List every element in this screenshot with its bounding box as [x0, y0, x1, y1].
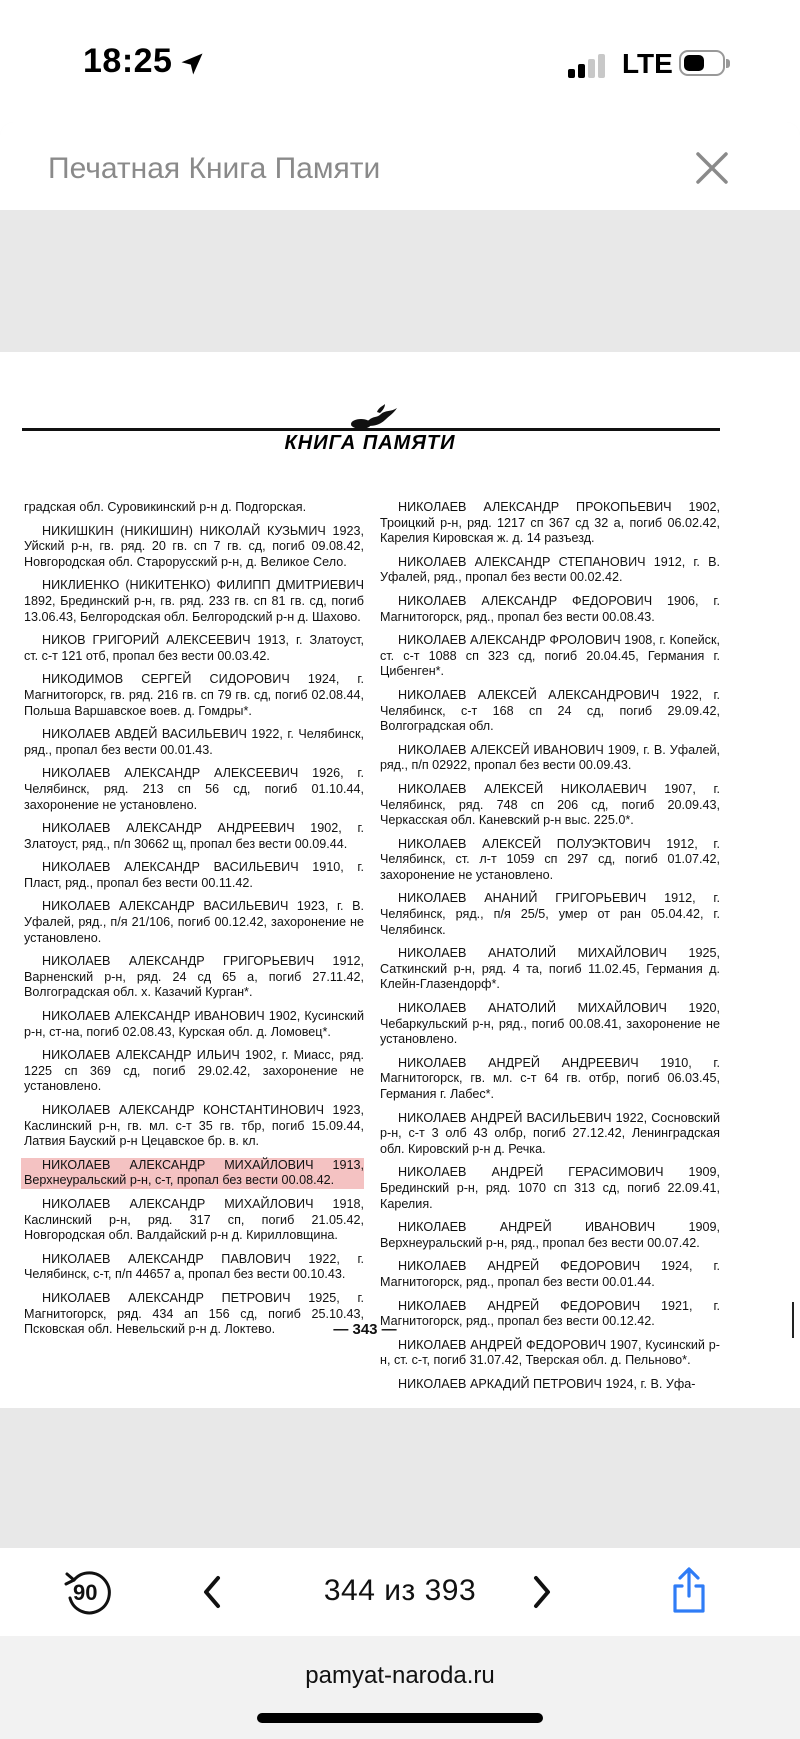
document-viewer-sheet — [0, 122, 800, 1739]
memorial-entry: НИКОЛАЕВ АНАТОЛИЙ МИХАЙЛОВИЧ 1920, Чебаркульский р-н, ряд., погиб 00.08.41, захоронение не установлено. — [380, 1001, 720, 1047]
cellular-signal-icon — [568, 54, 608, 78]
book-title: КНИГА ПАМЯТИ — [284, 432, 456, 454]
eternal-flame-emblem-icon — [347, 404, 401, 430]
memorial-entry: НИКОЛАЕВ АЛЕКСАНДР АЛЕКСЕЕВИЧ 1926, г. Челябинск, ряд. 213 сп 56 сд, погиб 01.10.44, захоронение не установлено. — [24, 766, 364, 812]
page-header-rule — [22, 428, 720, 431]
viewer-background-top — [0, 210, 800, 352]
memorial-entry: НИКОЛАЕВ АЛЕКСАНДР КОНСТАНТИНОВИЧ 1923, Каслинский р-н, гв. мл. с-т 35 гв. тбр, погиб 15.09.44, Латвия Бауский р-н Цецавское бр. в. кл. — [24, 1103, 364, 1149]
close-button[interactable] — [693, 149, 731, 187]
memorial-entry: НИКОЛАЕВ АРКАДИЙ ПЕТРОВИЧ 1924, г. В. Уфа- — [398, 1376, 696, 1391]
memorial-entry: НИКОЛАЕВ АНАТОЛИЙ МИХАЙЛОВИЧ 1925, Саткинский р-н, ряд. 4 та, погиб 11.02.45, Германия д. Клейн-Глазендорф*. — [380, 946, 720, 992]
memorial-entry: НИКОЛАЕВ АЛЕКСАНДР ПЕТРОВИЧ 1925, г. Магнитогорск, ряд. 434 ап 156 сд, погиб 25.10.43, Псковская обл. Невельский р-н д. Локтево. — [24, 1290, 364, 1337]
battery-icon — [679, 50, 725, 76]
memorial-entry: НИКОЛАЕВ АНДРЕЙ ФЕДОРОВИЧ 1921, г. Магнитогорск, ряд., пропал без вести 00.12.42. — [380, 1298, 720, 1329]
memorial-entry: НИКОЛАЕВ АЛЕКСЕЙ НИКОЛАЕВИЧ 1907, г. Челябинск, ряд. 748 сп 206 сд, погиб 20.09.43, Черкасская обл. Каневский р-н выс. 225.0*. — [380, 781, 720, 828]
location-arrow-icon — [178, 50, 206, 78]
memorial-entry: НИКОЛАЕВ АЛЕКСАНДР ГРИГОРЬЕВИЧ 1912, Варненский р-н, ряд. 24 сд 65 а, погиб 27.11.42, Волгоградская обл. х. Казачий Курган*. — [24, 954, 364, 1000]
share-button[interactable] — [669, 1566, 709, 1614]
next-page-button[interactable] — [526, 1572, 556, 1612]
viewer-toolbar — [0, 1548, 800, 1636]
memorial-entry: НИКОЛАЕВ АЛЕКСАНДР ИЛЬИЧ 1902, г. Миасс, ряд. 1225 сп 369 сд, погиб 29.02.42, захоронение не установлено. — [24, 1048, 364, 1094]
memorial-entry: НИКОЛАЕВ АНДРЕЙ ФЕДОРОВИЧ 1924, г. Магнитогорск, ряд., пропал без вести 00.01.44. — [380, 1259, 720, 1289]
memorial-entry: НИКОЛАЕВ АЛЕКСАНДР ФРОЛОВИЧ 1908, г. Копейск, ст. с-т 1088 сп 323 сд, погиб 20.04.45, Германия г. Цибенген*. — [380, 633, 720, 679]
memorial-entry: НИКОЛАЕВ АЛЕКСАНДР ВАСИЛЬЕВИЧ 1910, г. Пласт, ряд., пропал без вести 00.11.42. — [24, 860, 364, 890]
page-number: — 343 — — [333, 1321, 397, 1338]
memorial-entry: НИКОЛАЕВ АНДРЕЙ ВАСИЛЬЕВИЧ 1922, Сосновский р-н, с-т 3 олб 43 олбр, погиб 27.12.42, Ленинградская обл. Кировский р-н д. Речка. — [380, 1110, 720, 1156]
previous-page-button[interactable] — [198, 1572, 228, 1612]
highlighted-memorial-entry[interactable]: НИКОЛАЕВ АЛЕКСАНДР МИХАЙЛОВИЧ 1913, Верхнеуральский р-н, с-т, пропал без вести 00.08.42. — [21, 1158, 364, 1189]
left-column — [24, 500, 364, 1346]
memorial-entry: НИКОВ ГРИГОРИЙ АЛЕКСЕЕВИЧ 1913, г. Златоуст, ст. с-т 121 отб, пропал без вести 00.03.42. — [24, 633, 364, 663]
viewer-header — [0, 122, 800, 210]
memorial-entry: НИКИШКИН (НИКИШИН) НИКОЛАЙ КУЗЬМИЧ 1923, Уйский р-н, гв. ряд. 20 гв. сп 7 гв. сд, погиб 09.08.42, Новгородская обл. Старорусский р-н, д. Великое Село. — [24, 523, 364, 569]
rotate-button[interactable] — [62, 1566, 116, 1620]
memorial-entry: НИКОЛАЕВ АНДРЕЙ ГЕРАСИМОВИЧ 1909, Брединский р-н, ряд. 1070 сп 313 сд, погиб 22.09.41, Карелия. — [380, 1165, 720, 1211]
memorial-entry: НИКОЛАЕВ АНДРЕЙ ИВАНОВИЧ 1909, Верхнеуральский р-н, ряд., пропал без вести 00.07.42. — [380, 1220, 720, 1250]
memorial-entry: НИКОЛАЕВ АНДРЕЙ АНДРЕЕВИЧ 1910, г. Магнитогорск, гв. мл. с-т 64 гв. отбр, погиб 06.03.45, Германия г. Лабес*. — [380, 1055, 720, 1101]
memorial-entry: НИКЛИЕНКО (НИКИТЕНКО) ФИЛИПП ДМИТРИЕВИЧ 1892, Брединский р-н, гв. ряд. 233 гв. сп 81 гв. сд, погиб 13.06.43, Белгородская обл. Белгородский р-н д. Шахово. — [24, 578, 364, 624]
home-indicator[interactable] — [257, 1713, 543, 1723]
memorial-entry: НИКОЛАЕВ АНДРЕЙ ФЕДОРОВИЧ 1907, Кусинский р-н, ст. с-т, погиб 31.07.42, Тверская обл. д. Пельново*. — [380, 1337, 720, 1368]
memorial-entry: НИКОЛАЕВ АЛЕКСАНДР ПРОКОПЬЕВИЧ 1902, Троицкий р-н, ряд. 1217 сп 367 сд 32 а, погиб 06.02.42, Карелия Кировская ж. д. 14 разъезд. — [380, 500, 720, 546]
viewer-background-bottom — [0, 1408, 800, 1548]
address-bar[interactable] — [0, 1636, 800, 1739]
memorial-entry: НИКОЛАЕВ АЛЕКСЕЙ ИВАНОВИЧ 1909, г. В. Уфалей, ряд., п/п 02922, пропал без вести 00.09.43. — [380, 742, 720, 773]
site-url[interactable]: pamyat-naroda.ru — [305, 1662, 495, 1689]
memorial-entry: НИКОЛАЕВ АНАНИЙ ГРИГОРЬЕВИЧ 1912, г. Челябинск, ряд., п/я 25/5, умер от ран 05.04.42, г. Челябинск. — [380, 891, 720, 937]
memorial-entry: НИКОДИМОВ СЕРГЕЙ СИДОРОВИЧ 1924, г. Магнитогорск, гв. ряд. 216 гв. сп 79 гв. сд, погиб 02.08.44, Польша Варшавское воев. д. Гомдры*. — [24, 672, 364, 718]
memorial-entry: НИКОЛАЕВ АЛЕКСЕЙ АЛЕКСАНДРОВИЧ 1922, г. Челябинск, с-т 168 сп 24 сд, погиб 29.09.42, Волгоградская обл. — [380, 687, 720, 734]
page-edge-mark — [792, 1302, 794, 1338]
memorial-entry: НИКОЛАЕВ АЛЕКСАНДР ФЕДОРОВИЧ 1906, г. Магнитогорск, ряд., пропал без вести 00.08.43. — [380, 593, 720, 624]
memorial-entry: НИКОЛАЕВ АЛЕКСАНДР ИВАНОВИЧ 1902, Кусинский р-н, ст-на, погиб 02.08.43, Курская обл. д. Ломовец*. — [24, 1009, 364, 1039]
memorial-entry: НИКОЛАЕВ АЛЕКСАНДР АНДРЕЕВИЧ 1902, г. Златоуст, ряд., п/п 30662 щ, пропал без вести 00.09.44. — [24, 821, 364, 851]
rotate-label: 90 — [73, 1580, 98, 1605]
memorial-entry: НИКОЛАЕВ АЛЕКСАНДР ВАСИЛЬЕВИЧ 1923, г. В. Уфалей, ряд., п/я 21/106, погиб 00.12.42, захоронение не установлено. — [24, 899, 364, 945]
memorial-entry: НИКОЛАЕВ АВДЕЙ ВАСИЛЬЕВИЧ 1922, г. Челябинск, ряд., пропал без вести 00.01.43. — [24, 727, 364, 757]
memorial-entry: НИКОЛАЕВ АЛЕКСАНДР МИХАЙЛОВИЧ 1918, Каслинский р-н, ряд. 317 сп, погиб 21.05.42, Новгородская обл. Валдайский р-н д. Кирилловщина. — [24, 1196, 364, 1243]
page-indicator: 344 из 393 — [323, 1574, 477, 1607]
memorial-entry: НИКОЛАЕВ АЛЕКСАНДР ПАВЛОВИЧ 1922, г. Челябинск, с-т, п/п 44657 а, пропал без вести 00.10.43. — [24, 1251, 364, 1282]
memorial-entry: НИКОЛАЕВ АЛЕКСЕЙ ПОЛУЭКТОВИЧ 1912, г. Челябинск, ст. л-т 1059 сп 297 сд, погиб 01.07.42, захоронение не установлено. — [380, 836, 720, 882]
network-type: LTE — [622, 48, 673, 79]
memorial-entry: НИКОЛАЕВ АЛЕКСАНДР СТЕПАНОВИЧ 1912, г. В. Уфалей, ряд., пропал без вести 00.02.42. — [380, 554, 720, 585]
status-bar — [0, 0, 800, 122]
document-title: Печатная Книга Памяти — [48, 152, 381, 185]
memorial-entry: градская обл. Суровикинский р-н д. Подгорская. — [24, 500, 307, 514]
right-column — [380, 500, 720, 1401]
book-page[interactable] — [0, 352, 800, 1408]
clock: 18:25 — [83, 42, 173, 80]
